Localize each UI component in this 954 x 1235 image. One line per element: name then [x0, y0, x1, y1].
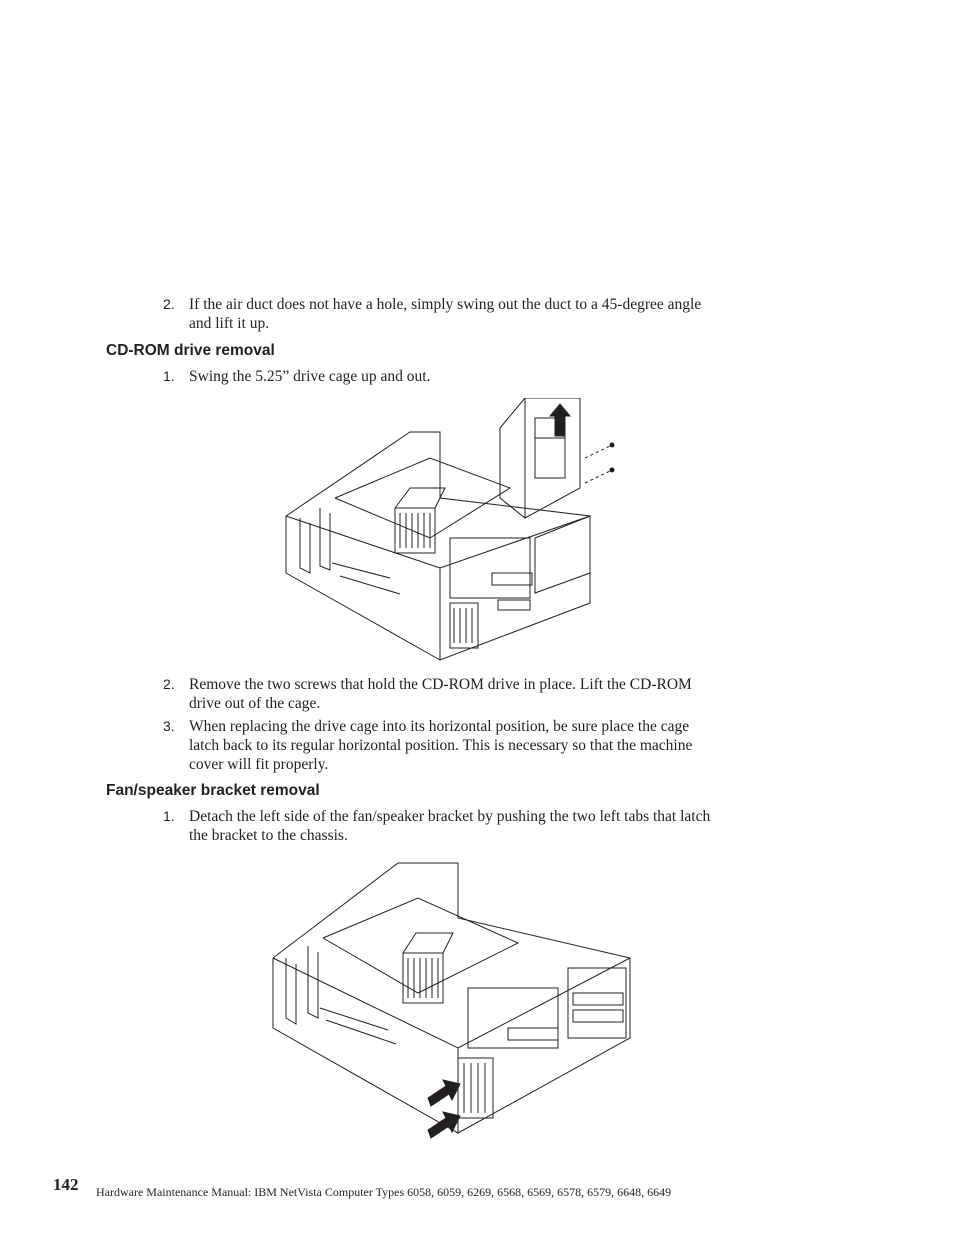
step-number: 2.: [163, 296, 175, 312]
figure-fan-speaker-bracket: [268, 858, 633, 1140]
step-text: If the air duct does not have a hole, simply swing out the duct to a 45-degree angle and lift it up.: [189, 296, 702, 332]
step-text: Swing the 5.25” drive cage up and out.: [189, 368, 431, 385]
step-text: Detach the left side of the fan/speaker bracket by pushing the two left tabs that latch the bracket to the chassis.: [189, 808, 711, 844]
section-heading-cdrom: CD-ROM drive removal: [106, 342, 275, 359]
page-number: 142: [53, 1175, 79, 1194]
list-item: [163, 295, 723, 333]
step-number: 1.: [163, 368, 175, 384]
computer-chassis-push-tabs-icon: [268, 858, 633, 1140]
step-number: 2.: [163, 676, 175, 692]
list-item: [163, 807, 723, 845]
computer-chassis-drive-cage-icon: [280, 398, 630, 663]
step-text: Remove the two screws that hold the CD-ROM drive in place. Lift the CD-ROM drive out of the cage.: [189, 676, 692, 712]
step-number: 1.: [163, 808, 175, 824]
figure-drive-cage: [280, 398, 630, 663]
list-item: [163, 717, 723, 774]
step-text: When replacing the drive cage into its horizontal position, be sure place the cage latch back to its regular horizontal position. This is necessary so that the machine cover will fit properly.: [189, 718, 693, 773]
footer-text: Hardware Maintenance Manual: IBM NetVista Computer Types 6058, 6059, 6269, 6568, 6569, 6578, 6579, 6648, 6649: [96, 1185, 672, 1199]
section-heading-fan-speaker: Fan/speaker bracket removal: [106, 782, 320, 799]
list-item: [163, 675, 723, 713]
step-number: 3.: [163, 718, 175, 734]
list-item: [163, 367, 723, 386]
